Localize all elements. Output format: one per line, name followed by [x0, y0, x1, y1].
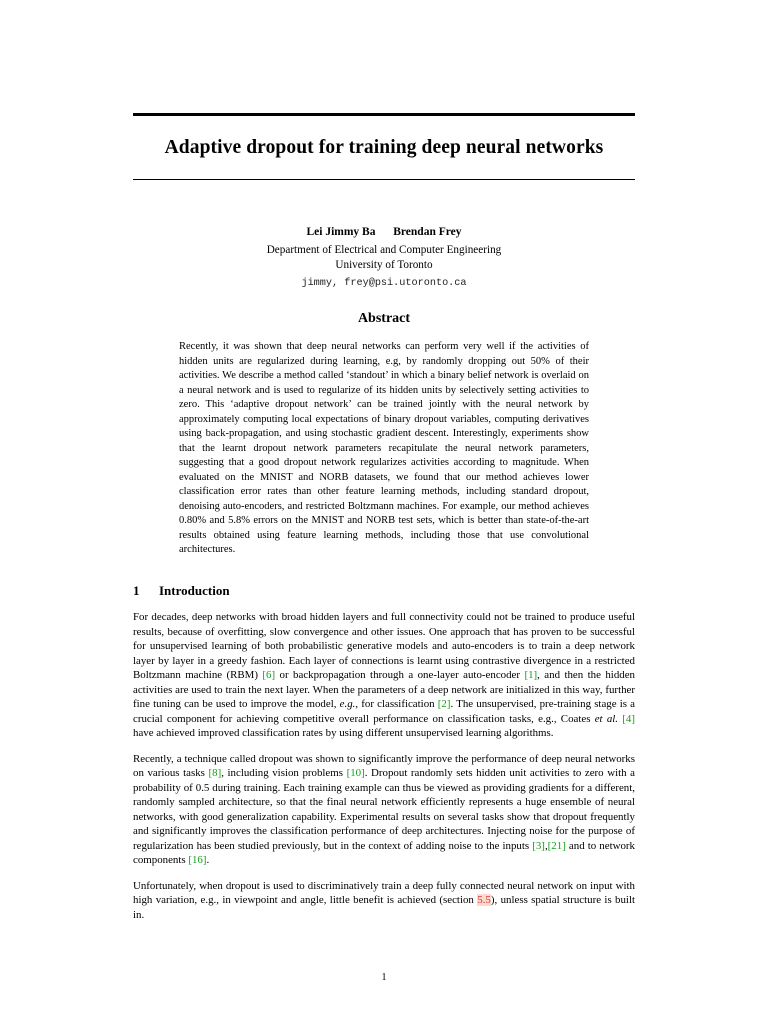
- section-body-introduction: [133, 610, 635, 922]
- text-run: and to network components: [133, 839, 635, 867]
- text-run: . The unsupervised, pre-training stage is a crucial component for achieving competitive overall performance on classification tasks, e.g., Coates: [133, 698, 635, 725]
- citation-link[interactable]: [1]: [524, 669, 538, 682]
- citation-link[interactable]: [2]: [437, 698, 451, 711]
- page-number: 1: [381, 972, 387, 983]
- text-run: , for classification: [355, 698, 438, 711]
- citation-link[interactable]: [6]: [262, 669, 276, 682]
- section-title: Introduction: [159, 583, 230, 599]
- text-run: Recently, a technique called dropout was shown to significantly improve the performance of deep neural networks on various tasks: [133, 752, 635, 780]
- text-run: . Dropout randomly sets hidden unit activities to zero with a probability of 0.5 during training. Each training example can thus be viewed as providing gradients for a different, randomly sampled architecture, so that the final neural network efficiently represents a huge ensemble of neural networks, with good generalization capability. Experimental results on several tasks show that dropout frequently and significantly improves the classification performance of deep architectures. Injecting noise for the purpose of regularization has been studied previously, but in the context of adding noise to the inputs: [133, 767, 635, 852]
- text-run: ,: [544, 839, 548, 852]
- abstract-text: Recently, it was shown that deep neural networks can perform very well if the activities of hidden units are regularized during learning, e.g, by randomly dropping out 50% of their activities. We describe a method called ‘standout’ in which a binary belief network is overlaid on a neural network and is used to regularize of its hidden units by selectively setting activities to zero. This ‘adaptive dropout network’ can be trained jointly with the neural network by approximately computing local expectations of binary dropout variables, computing derivatives using back-propagation, and using stochastic gradient descent. Interestingly, experiments show that the learnt dropout network parameters recapitulate the neural network parameters, suggesting that a good dropout network regularizes activities according to magnitude. When evaluated on the MNIST and NORB datasets, we found that our method achieves lower classification error rates than other feature learning methods, including standard dropout, denoising auto-encoders, and restricted Boltzmann machines. For example, our method achieves 0.80% and 5.8% errors on the MNIST and NORB test sets, which is better than state-of-the-art results obtained using feature learning methods, including those that use convolutional architectures.: [179, 341, 589, 555]
- section-cross-reference[interactable]: 5.5: [477, 894, 491, 907]
- contact-email: jimmy, frey@psi.utoronto.ca: [301, 278, 467, 290]
- text-run: For decades, deep networks with broad hidden layers and full connectivity could not be trained to produce useful results, because of overfitting, slow convergence and other issues. One approach that has proven to be successful for unsupervised learning of both probabilistic generative models and auto-encoders is to train a deep network layer by layer in a greedy fashion. Each layer of connections is learnt using contrastive divergence in a restricted Boltzmann machine (RBM): [133, 611, 635, 682]
- citation-link[interactable]: [8]: [208, 767, 222, 780]
- citation-link[interactable]: [16]: [188, 854, 207, 867]
- text-run: .: [206, 854, 210, 867]
- citation-link[interactable]: [10]: [346, 767, 365, 780]
- abstract-heading: Abstract: [357, 311, 411, 327]
- citation-link[interactable]: [21]: [547, 839, 566, 852]
- title-rule: [133, 179, 635, 180]
- text-run: , and then the hidden activities are used to train the next layer. When the parameters of a deep network are initialized in this way, further fine tuning can be used to improve the model,: [133, 669, 635, 711]
- page-title: Adaptive dropout for training deep neural networks: [164, 137, 604, 158]
- paper-content: [133, 0, 635, 922]
- author-2: Brendan Frey: [393, 226, 462, 238]
- body-paragraph: [133, 610, 635, 741]
- section-heading-introduction: [133, 583, 635, 599]
- text-run: , including vision problems: [221, 767, 347, 780]
- emphasis-text: e.g.: [339, 698, 356, 711]
- author-1: Lei Jimmy Ba: [306, 226, 376, 238]
- section-number: 1: [133, 583, 140, 599]
- affiliation-line-1: Department of Electrical and Computer Engineering: [266, 244, 502, 256]
- author-list: [133, 226, 635, 238]
- text-run: Unfortunately, when dropout is used to discriminatively train a deep fully connected neural network on input with high variation, e.g., in viewpoint and angle, little benefit is achieved (section: [133, 879, 635, 907]
- text-run: have achieved improved classification rates by using different unsupervised learning algorithms.: [133, 727, 554, 740]
- citation-link[interactable]: [4]: [622, 712, 635, 725]
- affiliation: [133, 243, 635, 273]
- emphasis-text: et al.: [594, 712, 619, 725]
- text-run: or backpropagation through a one-layer auto-encoder: [275, 669, 525, 682]
- body-paragraph: [133, 879, 635, 923]
- body-paragraph: [133, 752, 635, 868]
- affiliation-line-2: University of Toronto: [335, 259, 433, 272]
- top-rule: [133, 113, 635, 116]
- text-run: ), unless spatial structure is built in.: [133, 894, 636, 921]
- citation-link[interactable]: [3]: [532, 839, 545, 852]
